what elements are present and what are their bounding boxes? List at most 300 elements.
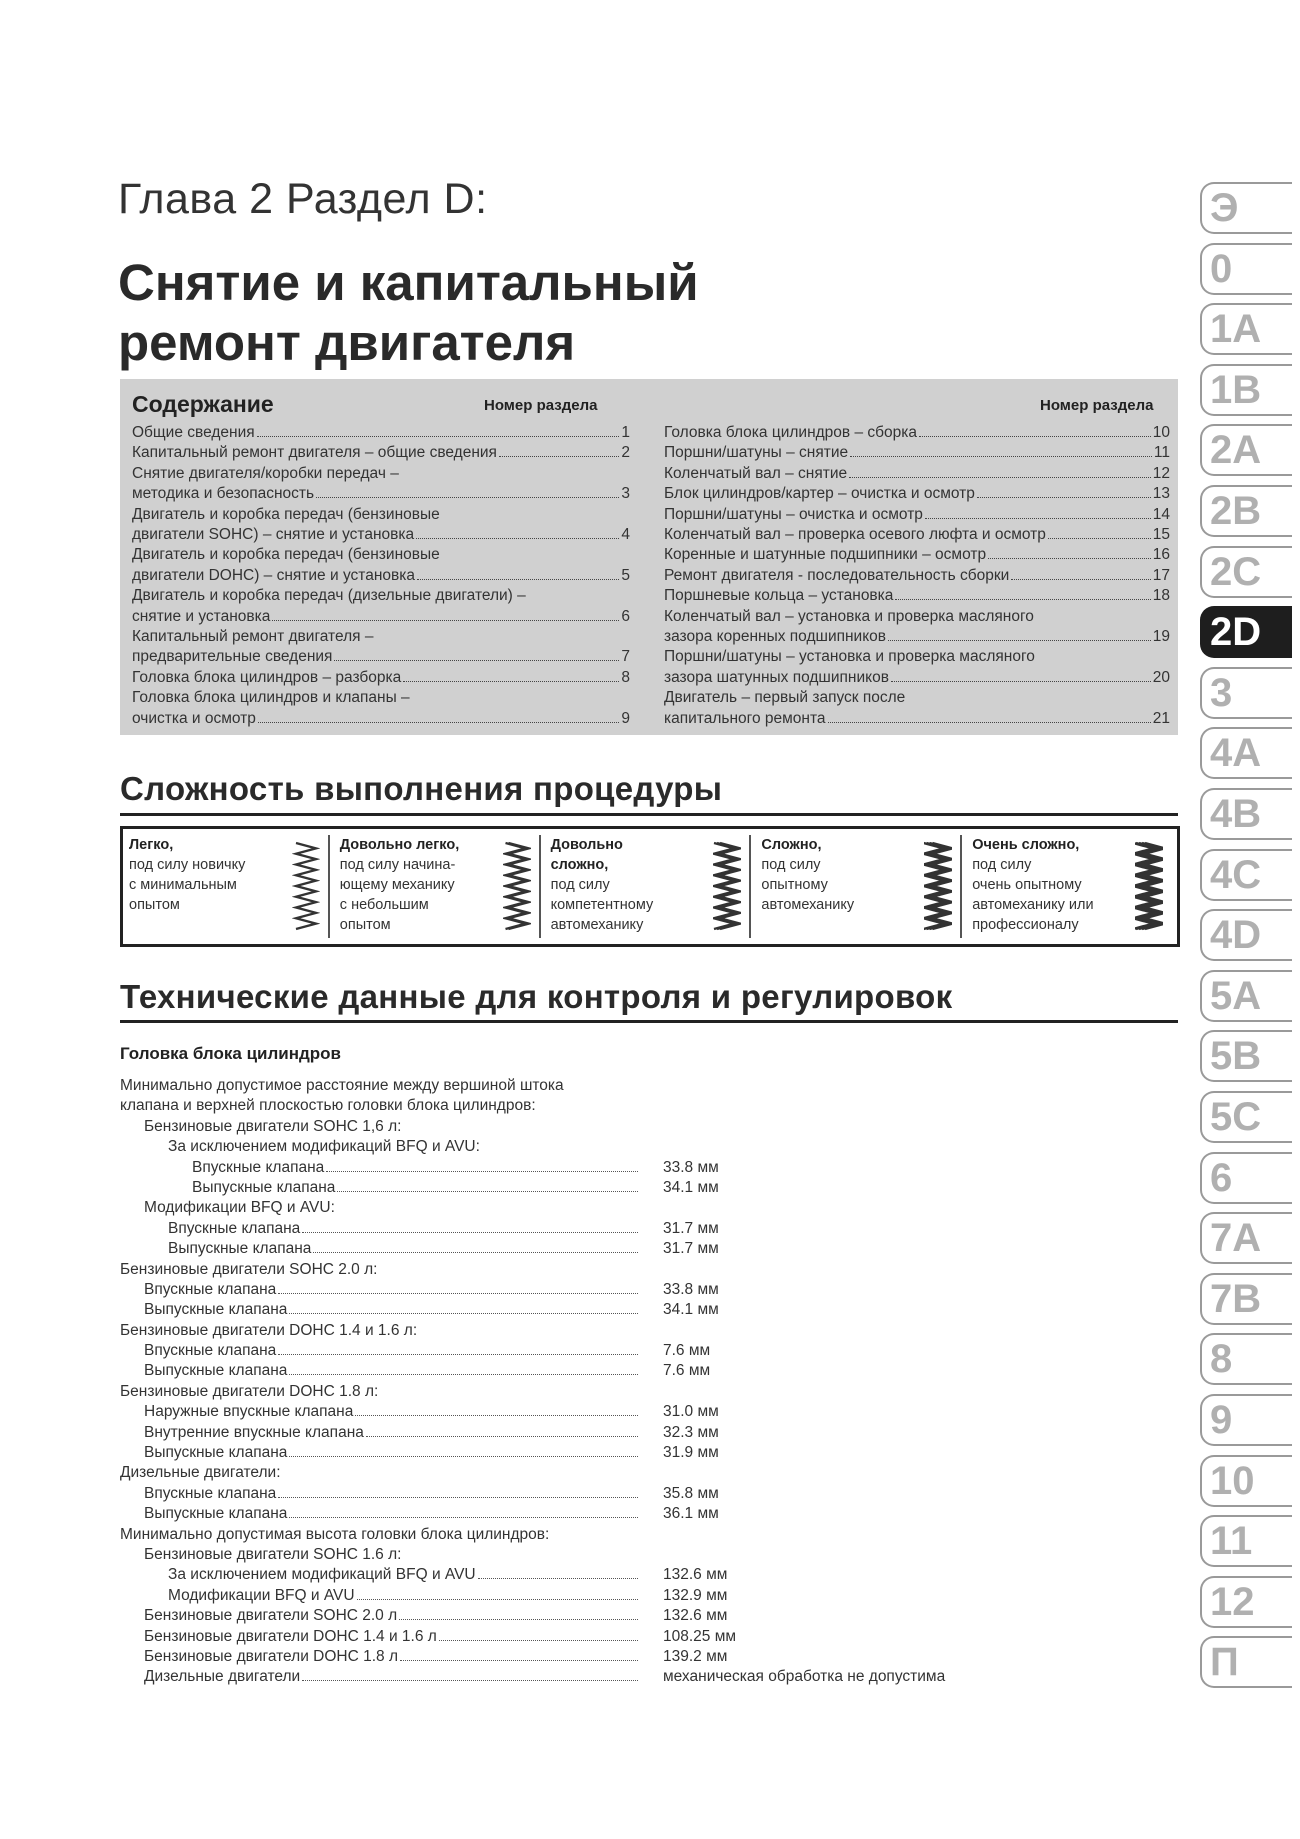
spec-row (120, 1076, 1020, 1096)
spec-label (120, 1260, 377, 1280)
spec-row (120, 1239, 1020, 1259)
contents-entry-line (132, 647, 630, 667)
contents-entry[interactable] (664, 566, 1170, 586)
contents-entry-text: Двигатель и коробка передач (дизельные двигатели) – (132, 587, 526, 605)
chapter-tab[interactable]: 4D (1200, 909, 1292, 961)
spring-rating-icon (503, 839, 531, 933)
contents-entry-text: Общие сведения (132, 424, 255, 441)
spec-label-text: Бензиновые двигатели SOHC 1.6 л: (144, 1545, 402, 1563)
spec-value: 7.6 мм (663, 1342, 711, 1360)
spec-label-text: Наружные впускные клапана (144, 1403, 354, 1421)
difficulty-level-title: Сложно, (761, 837, 822, 853)
chapter-tab[interactable]: 2A (1200, 424, 1292, 476)
spec-row (120, 1606, 1020, 1626)
contents-entry-line (664, 423, 1170, 443)
dot-leader (272, 620, 619, 621)
difficulty-separator (328, 835, 330, 938)
spec-label-text: Дизельные двигатели (144, 1668, 301, 1686)
spec-label (120, 1565, 638, 1585)
dot-leader (278, 1354, 638, 1355)
spec-value: 33.8 мм (663, 1158, 719, 1176)
techdata-heading: Технические данные для контроля и регулировок (120, 978, 953, 1015)
contents-entry[interactable] (132, 627, 630, 668)
spec-row (120, 1504, 1020, 1524)
dot-leader (258, 722, 619, 723)
contents-heading: Содержание (132, 391, 274, 417)
spec-label-text: Внутренние впускные клапана (144, 1423, 364, 1441)
chapter-tab[interactable]: 2B (1200, 485, 1292, 537)
contents-entry-text: Ремонт двигателя - последовательность сборки (664, 566, 1010, 584)
spec-label-text: Бензиновые двигатели DOHC 1.8 л: (120, 1382, 379, 1400)
spec-label (120, 1178, 638, 1198)
spec-label (120, 1239, 638, 1259)
dot-leader (316, 497, 619, 498)
dot-leader (289, 1517, 638, 1518)
contents-entry-line (132, 607, 630, 627)
contents-entry-line (132, 688, 630, 708)
contents-entry-text: очистка и осмотр (132, 709, 256, 727)
contents-entry[interactable] (664, 464, 1170, 484)
spec-label (120, 1280, 638, 1300)
spec-row (120, 1096, 1020, 1116)
contents-entry-number: 9 (621, 709, 630, 727)
spec-label (120, 1647, 638, 1667)
contents-entry-number: 19 (1152, 628, 1170, 646)
spec-row (120, 1219, 1020, 1239)
contents-entry-line (132, 525, 630, 545)
dot-leader (357, 1599, 638, 1600)
spec-label-text: Дизельные двигатели: (120, 1464, 281, 1482)
spec-table (120, 1076, 1020, 1688)
section-number-header: Номер раздела (484, 397, 598, 414)
contents-entry[interactable] (132, 423, 630, 443)
spec-label (120, 1137, 480, 1157)
contents-entry-line (132, 464, 630, 484)
spec-value: 7.6 мм (663, 1362, 711, 1380)
spec-label-text: Минимально допустимое расстояние между вершиной штока (120, 1077, 564, 1094)
contents-entry-line (132, 443, 630, 463)
dot-leader (416, 538, 619, 539)
difficulty-level-description: под силу (972, 857, 1032, 873)
spec-value: 132.6 мм (663, 1607, 728, 1625)
spec-label-text: Впускные клапана (144, 1280, 277, 1298)
spec-row (120, 1443, 1020, 1463)
contents-entry-number: 5 (621, 566, 630, 584)
spec-row (120, 1463, 1020, 1483)
contents-entry[interactable] (664, 484, 1170, 504)
difficulty-level-description: очень опытному (972, 877, 1082, 893)
contents-entry-line (664, 464, 1170, 484)
spec-label (120, 1219, 638, 1239)
spec-label-text: Бензиновые двигатели SOHC 2.0 л: (120, 1260, 378, 1278)
spec-value: 35.8 мм (663, 1484, 719, 1502)
contents-entry[interactable] (664, 525, 1170, 545)
spec-label (120, 1627, 638, 1647)
contents-entry-text: Двигатель и коробка передач (бензиновые (132, 505, 440, 523)
spec-value: 33.8 мм (663, 1280, 719, 1298)
spec-label-text: Выпускные клапана (144, 1362, 288, 1380)
chapter-tab[interactable]: 4A (1200, 727, 1292, 779)
chapter-tab[interactable]: 6 (1200, 1152, 1292, 1204)
chapter-tab[interactable]: 0 (1200, 243, 1292, 295)
chapter-tab[interactable]: 2C (1200, 546, 1292, 598)
spec-label (120, 1402, 638, 1422)
contents-entry-text: Поршни/шатуны – установка и проверка масляного (664, 648, 1035, 666)
contents-entry[interactable] (664, 586, 1170, 606)
chapter-tab[interactable]: 11 (1200, 1515, 1292, 1567)
difficulty-level-description: автомеханику (761, 897, 855, 913)
contents-entry-text: зазора шатунных подшипников (664, 668, 889, 686)
contents-entry[interactable] (664, 647, 1170, 688)
techdata-subheading: Головка блока цилиндров (120, 1044, 341, 1063)
difficulty-level-title: сложно, (550, 857, 609, 873)
contents-entry-text: Поршневые кольца – установка (664, 587, 894, 605)
contents-entry-text: Головка блока цилиндров – сборка (664, 424, 917, 441)
spec-row (120, 1178, 1020, 1198)
contents-entry-number: 1 (621, 424, 630, 441)
contents-entry[interactable] (132, 586, 630, 627)
spec-label (120, 1525, 549, 1545)
difficulty-level-description: компетентному (550, 897, 654, 913)
spec-label-text: Впускные клапана (144, 1342, 277, 1360)
contents-entry-line (664, 668, 1170, 688)
spec-row (120, 1667, 1020, 1687)
spec-value: 31.9 мм (663, 1444, 719, 1462)
contents-entry-line (664, 627, 1170, 647)
dot-leader (1048, 538, 1151, 539)
spec-row (120, 1341, 1020, 1361)
contents-entry-number: 8 (621, 668, 630, 686)
chapter-tab[interactable]: 8 (1200, 1333, 1292, 1385)
dot-leader (302, 1680, 638, 1681)
contents-column-right (664, 423, 1170, 729)
contents-entry-text: Коренные и шатунные подшипники – осмотр (664, 546, 987, 564)
difficulty-level (340, 835, 501, 950)
dot-leader (289, 1374, 638, 1375)
spec-value: 31.7 мм (663, 1219, 719, 1237)
spec-row (120, 1627, 1020, 1647)
difficulty-level-description: опытом (129, 897, 180, 913)
contents-entry-number: 11 (1153, 444, 1170, 462)
contents-entry-number: 13 (1152, 485, 1170, 503)
chapter-tab[interactable]: 5A (1200, 970, 1292, 1022)
chapter-tab[interactable]: 12 (1200, 1576, 1292, 1628)
spring-rating-icon (1135, 839, 1163, 933)
contents-entry-text: двигатели DOHC) – снятие и установка (132, 566, 415, 584)
chapter-tab[interactable]: 3 (1200, 667, 1292, 719)
contents-entry-text: Двигатель – первый запуск после (664, 689, 906, 707)
spec-label-text: Выпускные клапана (168, 1240, 312, 1258)
spec-label (120, 1117, 401, 1137)
spec-row (120, 1260, 1020, 1280)
spec-label (120, 1586, 638, 1606)
spec-label-text: Впускные клапана (144, 1484, 277, 1502)
spec-label (120, 1382, 378, 1402)
chapter-tab[interactable]: 7B (1200, 1273, 1292, 1325)
contents-entry-line (664, 545, 1170, 565)
contents-entry[interactable] (132, 443, 630, 463)
contents-entry[interactable] (664, 688, 1170, 729)
contents-entry-line (132, 586, 630, 606)
contents-entry[interactable] (664, 505, 1170, 525)
chapter-tab[interactable]: 1A (1200, 303, 1292, 355)
contents-entry[interactable] (664, 443, 1170, 463)
dot-leader (895, 599, 1150, 600)
contents-entry-line (132, 709, 630, 729)
spec-value: 34.1 мм (663, 1301, 719, 1319)
chapter-tab[interactable]: П (1200, 1636, 1292, 1688)
spec-value: 31.0 мм (663, 1403, 719, 1421)
spec-row (120, 1158, 1020, 1178)
page-title (118, 253, 699, 373)
dot-leader (313, 1252, 638, 1253)
contents-entry-text: Головка блока цилиндров – разборка (132, 668, 402, 686)
page-title-line: ремонт двигателя (118, 314, 576, 371)
dot-leader (828, 722, 1151, 723)
spec-value: 34.1 мм (663, 1178, 719, 1196)
heading-rule (120, 1020, 1178, 1023)
dot-leader (355, 1415, 638, 1416)
spec-label (120, 1484, 638, 1504)
spec-label-text: Модификации BFQ и AVU (168, 1586, 355, 1604)
difficulty-level-title: Очень сложно, (972, 837, 1080, 853)
difficulty-level (551, 835, 712, 950)
spec-row (120, 1586, 1020, 1606)
spec-label (120, 1423, 638, 1443)
contents-entry-line (664, 688, 1170, 708)
contents-entry-number: 7 (621, 648, 630, 666)
contents-entry-number: 15 (1152, 526, 1170, 544)
spec-label-text: Бензиновые двигатели SOHC 2.0 л (144, 1607, 398, 1625)
spec-label (120, 1361, 638, 1381)
spec-value: 139.2 мм (663, 1647, 728, 1665)
difficulty-level-title: Легко, (129, 837, 174, 853)
spec-label (120, 1321, 417, 1341)
contents-entry-text: Поршни/шатуны – очистка и осмотр (664, 505, 923, 523)
contents-entry-number: 16 (1152, 546, 1170, 564)
spec-label-text: Минимально допустимая высота головки блока цилиндров: (120, 1525, 550, 1543)
dot-leader (1011, 579, 1150, 580)
spec-row (120, 1647, 1020, 1667)
spec-row (120, 1321, 1020, 1341)
difficulty-separator (539, 835, 541, 938)
contents-entry-line (664, 525, 1170, 545)
spec-row (120, 1484, 1020, 1504)
contents-entry-number: 21 (1152, 709, 1170, 727)
spec-row (120, 1137, 1020, 1157)
contents-entry-line (664, 566, 1170, 586)
spec-row (120, 1280, 1020, 1300)
contents-entry-line (664, 709, 1170, 729)
contents-entry-text: Поршни/шатуны – снятие (664, 444, 849, 462)
spec-label (120, 1076, 564, 1096)
contents-entry[interactable] (664, 607, 1170, 648)
chapter-tab[interactable]: 5C (1200, 1091, 1292, 1143)
dot-leader (326, 1171, 638, 1172)
spec-value: 31.7 мм (663, 1240, 719, 1258)
spec-label (120, 1545, 401, 1565)
difficulty-level (972, 835, 1133, 950)
dot-leader (849, 477, 1151, 478)
spec-value: 132.6 мм (663, 1566, 728, 1584)
dot-leader (850, 456, 1152, 457)
spec-label-text: Бензиновые двигатели SOHC 1,6 л: (144, 1117, 402, 1135)
difficulty-level-description: под силу новичку (129, 857, 246, 873)
dot-leader (919, 436, 1151, 437)
contents-entry-number: 6 (621, 607, 630, 625)
spec-label (120, 1096, 536, 1116)
chapter-tab[interactable]: 4C (1200, 849, 1292, 901)
spec-label-text: Бензиновые двигатели DOHC 1.8 л (144, 1647, 399, 1665)
dot-leader (417, 579, 619, 580)
contents-entry-line (132, 505, 630, 525)
section-number-header: Номер раздела (1040, 397, 1154, 414)
difficulty-level-description: опытному (761, 877, 828, 893)
spec-label (120, 1341, 638, 1361)
contents-entry-text: Снятие двигателя/коробки передач – (132, 464, 399, 482)
spec-label-text: За исключением модификаций BFQ и AVU (168, 1566, 476, 1584)
spec-value: механическая обработка не допустима (663, 1668, 946, 1686)
contents-entry-text: капитального ремонта (664, 709, 826, 727)
spec-label-text: клапана и верхней плоскостью головки блока цилиндров: (120, 1097, 536, 1115)
contents-entry-text: двигатели SOHC) – снятие и установка (132, 526, 415, 544)
contents-entry-line (132, 668, 630, 688)
contents-entry-text: Коленчатый вал – снятие (664, 464, 848, 482)
spec-value: 132.9 мм (663, 1586, 728, 1604)
chapter-tab[interactable]: 10 (1200, 1455, 1292, 1507)
spec-label-text: Выпускные клапана (144, 1444, 288, 1462)
spec-label-text: За исключением модификаций BFQ и AVU: (168, 1138, 480, 1156)
contents-entry-line (664, 586, 1170, 606)
contents-entry-text: Капитальный ремонт двигателя – (132, 628, 374, 646)
difficulty-level-description: профессионалу (972, 917, 1079, 933)
contents-entry-text: Коленчатый вал – проверка осевого люфта и осмотр (664, 526, 1046, 544)
difficulty-level-description: с небольшим (339, 897, 429, 913)
chapter-tab[interactable]: 4B (1200, 788, 1292, 840)
spec-value: 36.1 мм (663, 1505, 719, 1523)
contents-entry-text: предварительные сведения (132, 648, 333, 666)
contents-entry-text: Головка блока цилиндров и клапаны – (132, 689, 410, 707)
contents-entry[interactable] (664, 545, 1170, 565)
spec-row (120, 1117, 1020, 1137)
contents-box (120, 379, 1178, 735)
page-title-line: Снятие и капитальный (118, 254, 699, 311)
chapter-tab[interactable]: 7A (1200, 1212, 1292, 1264)
difficulty-separator (960, 835, 962, 938)
contents-entry-number: 4 (621, 526, 630, 544)
contents-entry-number: 14 (1152, 505, 1170, 523)
heading-rule (120, 813, 1178, 816)
dot-leader (977, 497, 1151, 498)
contents-entry[interactable] (132, 464, 630, 505)
contents-entry[interactable] (132, 688, 630, 729)
chapter-tab[interactable]: 1B (1200, 364, 1292, 416)
contents-entry-line (664, 647, 1170, 667)
spec-row (120, 1300, 1020, 1320)
difficulty-level-title: Довольно (550, 837, 623, 853)
difficulty-level-description: опытом (339, 917, 391, 933)
spec-value: 108.25 мм (663, 1627, 737, 1645)
spec-label-text: Бензиновые двигатели DOHC 1.4 и 1.6 л (144, 1627, 437, 1645)
contents-entry-text: снятие и установка (132, 607, 271, 625)
difficulty-level-description: с минимальным (129, 877, 237, 893)
dot-leader (278, 1497, 638, 1498)
spec-row (120, 1361, 1020, 1381)
chapter-tab[interactable]: 2D (1200, 606, 1292, 658)
contents-entry-line (664, 484, 1170, 504)
dot-leader (399, 1619, 638, 1620)
contents-entry-text: Капитальный ремонт двигателя – общие сведения (132, 444, 497, 462)
contents-entry-text: Двигатель и коробка передач (бензиновые (132, 546, 440, 564)
spec-label-text: Выпускные клапана (144, 1505, 288, 1523)
contents-entry-line (664, 607, 1170, 627)
contents-entry-line (132, 484, 630, 504)
spec-label-text: Впускные клапана (192, 1158, 325, 1176)
contents-entry-line (664, 443, 1170, 463)
spec-label-text: Впускные клапана (168, 1219, 301, 1237)
dot-leader (257, 436, 620, 437)
contents-entry-number: 12 (1152, 464, 1170, 482)
dot-leader (289, 1456, 638, 1457)
dot-leader (366, 1436, 638, 1437)
dot-leader (988, 558, 1151, 559)
chapter-tab[interactable]: 9 (1200, 1394, 1292, 1446)
contents-entry[interactable] (132, 668, 630, 688)
spec-label (120, 1300, 638, 1320)
spec-row (120, 1565, 1020, 1585)
dot-leader (439, 1640, 638, 1641)
spec-label-text: Выпускные клапана (144, 1301, 288, 1319)
contents-entry-line (132, 545, 630, 565)
spec-label (120, 1504, 638, 1524)
dot-leader (925, 518, 1151, 519)
spring-rating-icon (713, 839, 741, 933)
difficulty-level-description: автомеханику (550, 917, 644, 933)
spec-label (120, 1463, 281, 1483)
spec-row (120, 1423, 1020, 1443)
contents-entry-number: 18 (1152, 587, 1170, 605)
contents-entry-number: 17 (1152, 566, 1170, 584)
difficulty-level-description: под силу (761, 857, 821, 873)
contents-entry-number: 10 (1152, 424, 1170, 441)
contents-entry[interactable] (132, 545, 630, 586)
contents-entry-line (664, 505, 1170, 525)
spec-label-text: Выпускные клапана (192, 1178, 336, 1196)
chapter-tab[interactable]: 5B (1200, 1030, 1292, 1082)
difficulty-scale (120, 826, 1180, 947)
contents-entry-text: Блок цилиндров/картер – очистка и осмотр (664, 485, 975, 503)
contents-entry-text: методика и безопасность (132, 485, 315, 503)
difficulty-level (129, 835, 290, 950)
contents-entry-number: 20 (1152, 668, 1170, 686)
contents-entry-text: Коленчатый вал – установка и проверка масляного (664, 607, 1034, 625)
dot-leader (403, 681, 619, 682)
contents-entry[interactable] (664, 423, 1170, 443)
contents-entry-number: 3 (621, 485, 630, 503)
chapter-tab[interactable]: Э (1200, 182, 1292, 234)
spec-label-text: Бензиновые двигатели DOHC 1.4 и 1.6 л: (120, 1321, 418, 1339)
difficulty-level (761, 835, 922, 950)
dot-leader (334, 660, 619, 661)
contents-entry[interactable] (132, 505, 630, 546)
contents-entry-number: 2 (621, 444, 630, 462)
spec-row (120, 1525, 1020, 1545)
contents-entry-line (132, 566, 630, 586)
contents-entry-line (132, 423, 630, 443)
dot-leader (337, 1191, 638, 1192)
spec-label (120, 1443, 638, 1463)
spec-row (120, 1198, 1020, 1218)
